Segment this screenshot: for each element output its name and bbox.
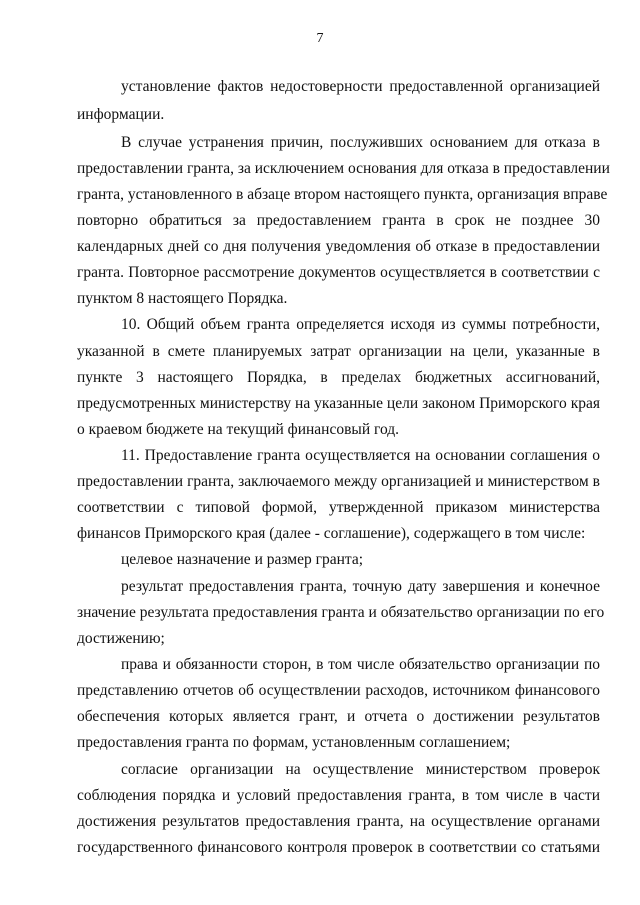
text-line: В случае устранения причин, послуживших основанием для отказа в — [121, 134, 600, 151]
text-line: пункте 3 настоящего Порядка, в пределах бюджетных ассигнований, — [77, 369, 600, 386]
text-line: финансов Приморского края (далее - соглашение), содержащего в том числе: — [77, 525, 586, 542]
text-line: значение результата предоставления гранта и обязательство организации по его — [77, 604, 605, 621]
text-line: предоставлении гранта, заключаемого между организацией и министерством в — [77, 473, 600, 490]
text-line: соответствии с типовой формой, утвержденной приказом министерства — [77, 499, 600, 516]
text-line: предоставления гранта по формам, установленным соглашением; — [77, 734, 511, 751]
text-line: достижению; — [77, 630, 165, 647]
text-line: обеспечения которых является грант, и отчета о достижении результатов — [77, 708, 600, 725]
text-line: соблюдения порядка и условий предоставления гранта, в том числе в части — [77, 787, 600, 804]
text-line: повторно обратиться за предоставлением гранта в срок не позднее 30 — [77, 212, 600, 229]
text-line: пунктом 8 настоящего Порядка. — [77, 290, 288, 307]
text-line: указанной в смете планируемых затрат организации на цели, указанные в — [77, 343, 600, 360]
text-line: информации. — [77, 106, 165, 123]
text-line: целевое назначение и размер гранта; — [121, 551, 364, 568]
text-line: предусмотренных министерству на указанные цели законом Приморского края — [77, 395, 600, 412]
text-line: о краевом бюджете на текущий финансовый год. — [77, 421, 400, 438]
text-line: гранта. Повторное рассмотрение документов осуществляется в соответствии с — [77, 264, 600, 281]
text-line: календарных дней со дня получения уведомления об отказе в предоставлении — [77, 238, 600, 255]
text-line: гранта, установленного в абзаце втором настоящего пункта, организация вправе — [77, 186, 608, 203]
text-line: предоставлении гранта, за исключением основания для отказа в предоставлении — [77, 160, 610, 177]
text-line: установление фактов недостоверности предоставленной организацией — [121, 78, 600, 95]
text-line: государственного финансового контроля проверок в соответствии со статьями — [77, 839, 600, 856]
text-line: результат предоставления гранта, точную дату завершения и конечное — [121, 578, 600, 595]
text-line: 10. Общий объем гранта определяется исходя из суммы потребности, — [121, 316, 600, 333]
text-line: достижения результатов предоставления гранта, на осуществление органами — [77, 813, 600, 830]
text-line: представлению отчетов об осуществлении расходов, источником финансового — [77, 682, 600, 699]
page-number: 7 — [316, 31, 324, 46]
text-line: согласие организации на осуществление министерством проверок — [121, 761, 600, 778]
text-line: права и обязанности сторон, в том числе обязательство организации по — [121, 656, 600, 673]
text-line: 11. Предоставление гранта осуществляется на основании соглашения о — [121, 447, 600, 464]
